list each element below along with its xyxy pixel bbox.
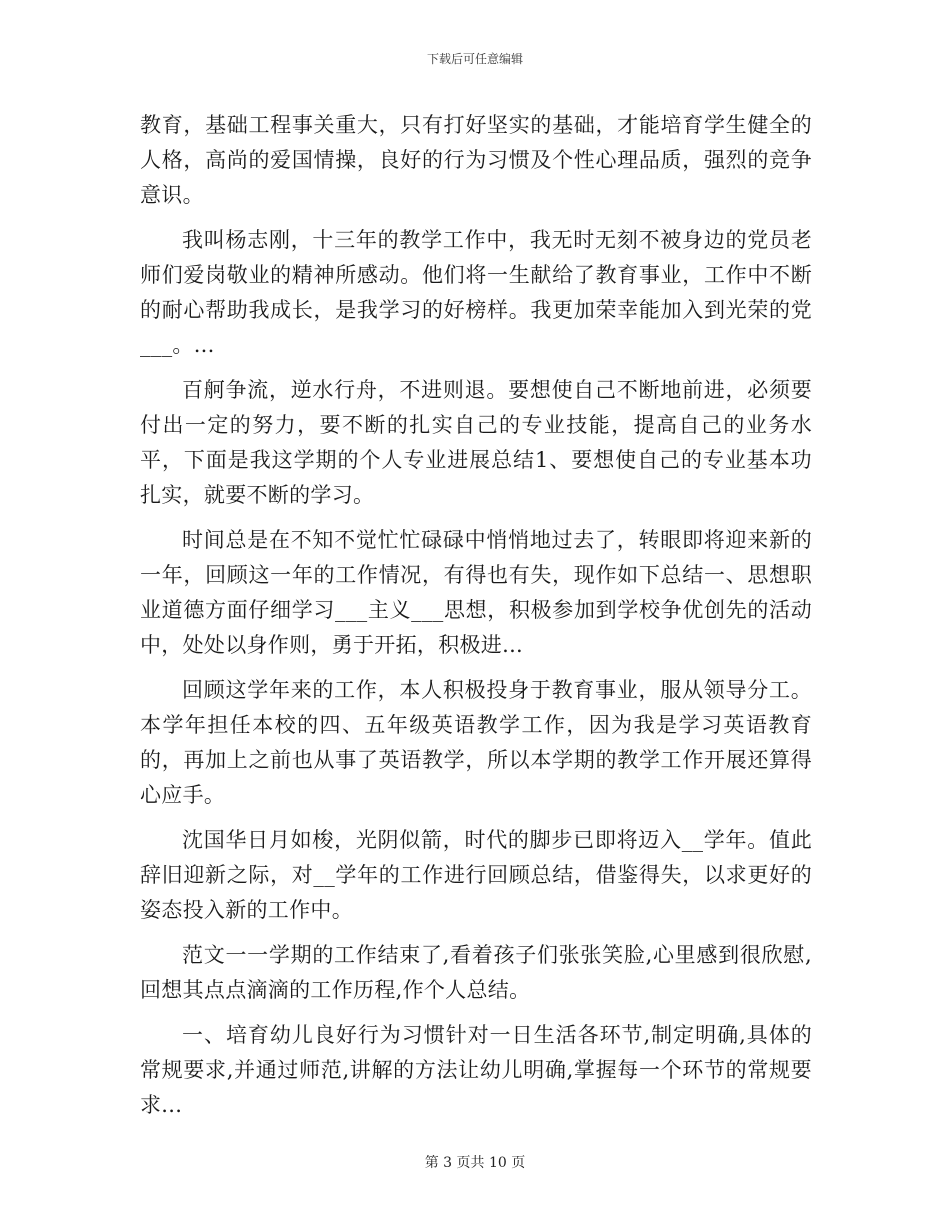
paragraph-3: 百舸争流，逆水行舟，不进则退。要想使自己不断地前进，必须要付出一定的努力，要不断的扎实自己的专业技能，提高自己的业务水平，下面是我这学期的个人专业进展总结1、要想使自己的专业基本功扎实，就要不断的学习。 (140, 378, 812, 507)
document-body (140, 108, 812, 1133)
page-footer: 第 3 页共 10 页 (424, 1155, 526, 1171)
paragraph-6: 沈国华日月如梭，光阴似箭，时代的脚步已即将迈入__学年。值此辞旧迎新之际，对__学年的工作进行回顾总结，借鉴得失，以求更好的姿态投入新的工作中。 (140, 828, 812, 922)
paragraph-1: 教育，基础工程事关重大，只有打好坚实的基础，才能培育学生健全的人格，高尚的爱国情操，良好的行为习惯及个性心理品质，强烈的竞争意识。 (140, 113, 812, 207)
paragraph-4: 时间总是在不知不觉忙忙碌碌中悄悄地过去了，转眼即将迎来新的一年，回顾这一年的工作情况，有得也有失，现作如下总结一、思想职业道德方面仔细学习___主义___思想，积极参加到学校争优创先的活动中，处处以身作则，勇于开拓，积极进... (140, 528, 812, 657)
paragraph-7: 范文一一学期的工作结束了,看着孩子们张张笑脸,心里感到很欣慰,回想其点点滴滴的工作历程,作个人总结。 (140, 943, 812, 1002)
paragraph-2: 我叫杨志刚，十三年的教学工作中，我无时无刻不被身边的党员老师们爱岗敬业的精神所感动。他们将一生献给了教育事业，工作中不断的耐心帮助我成长，是我学习的好榜样。我更加荣幸能加入到光荣的党___。... (140, 228, 812, 357)
paragraph-8: 一、培育幼儿良好行为习惯针对一日生活各环节,制定明确,具体的常规要求,并通过师范,讲解的方法让幼儿明确,掌握每一个环节的常规要求... (140, 1023, 812, 1117)
paragraph-5: 回顾这学年来的工作，本人积极投身于教育事业，服从领导分工。本学年担任本校的四、五年级英语教学工作，因为我是学习英语教育的，再加上之前也从事了英语教学，所以本学期的教学工作开展还算得心应手。 (140, 678, 812, 807)
page-header: 下载后可任意编辑 (426, 52, 523, 66)
